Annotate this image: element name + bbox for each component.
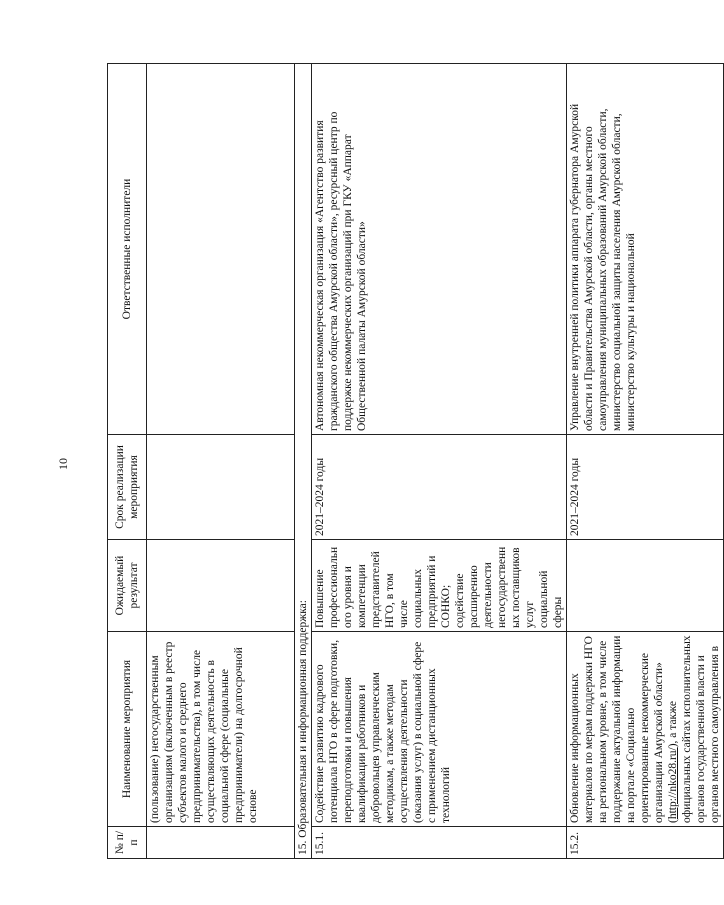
column-header-executors: Ответственные исполнители [108,64,147,435]
column-header-name: Наименование мероприятия [108,632,147,827]
cell-result: Повышение профессионального уровня и компетенции представителей НГО, в том числе социальных предприятий и СОНКО; содействие расширению деятельности негосударственных поставщиков услуг социальной сферы [312,540,567,632]
cell-executors [147,64,295,435]
table-row [312,64,567,859]
cell-name [567,632,724,827]
column-header-result: Ожидаемый результат [108,540,147,632]
cell-result [567,540,724,632]
table-row [147,64,295,859]
column-header-term: Срок реализации мероприятия [108,435,147,540]
cell-executors: Управление внутренней политики аппарата губернатора Амурской области и Правительства Амурской области, органы местного самоуправления муниципальных образований Амурской области, министерство социальной защиты населения Амурской области, министерство культуры и национальной [567,64,724,435]
column-header-num: № п/п [108,827,147,859]
table-header-row [108,64,147,859]
cell-name-text-b: ), а также официальных сайтах исполнительных органов государственной власти и органов местного самоуправления в [667,635,721,823]
cell-num: 15.1. [312,827,567,859]
page-number: 10 [56,458,70,470]
measures-table [107,63,724,859]
cell-term [147,435,295,540]
section-row [295,64,312,859]
section-title: 15. Образовательная и информационная поддержка: [295,64,312,859]
portal-link[interactable]: http://nko28.ru/ [667,747,679,820]
cell-name: (пользование) негосударственным организациям (включенным в реестр субъектов малого и среднего предпринимательства), в том числе осуществляющих деятельность в социальной сфере (социальные предприниматели) на долгосрочной основе [147,632,295,827]
table-row [567,64,724,859]
cell-num: 15.2. [567,827,724,859]
cell-executors: Автономная некоммерческая организация «Агентство развития гражданского общества Амурской области», ресурсный центр по поддержке некоммерческих организаций при ГКУ «Аппарат Общественной палаты Амурской области» [312,64,567,435]
cell-term: 2021–2024 годы [567,435,724,540]
cell-result [147,540,295,632]
cell-term: 2021–2024 годы [312,435,567,540]
cell-name-text-a: Обновление информационных материалов по мерам поддержки НГО на региональном уровне, в том числе поддержание актуальной информации на портале «Социально ориентированные некоммерческие организации Амурской области» ( [569,635,679,823]
cell-name: Содействие развитию кадрового потенциала НГО в сфере подготовки, переподготовки и повышения квалификации работников и добровольцев управленческим методикам, а также методам осуществления деятельности (оказания услуг) в социальной сфере с применением дистанционных технологий [312,632,567,827]
measures-table-rotated [107,64,721,859]
cell-num [147,827,295,859]
